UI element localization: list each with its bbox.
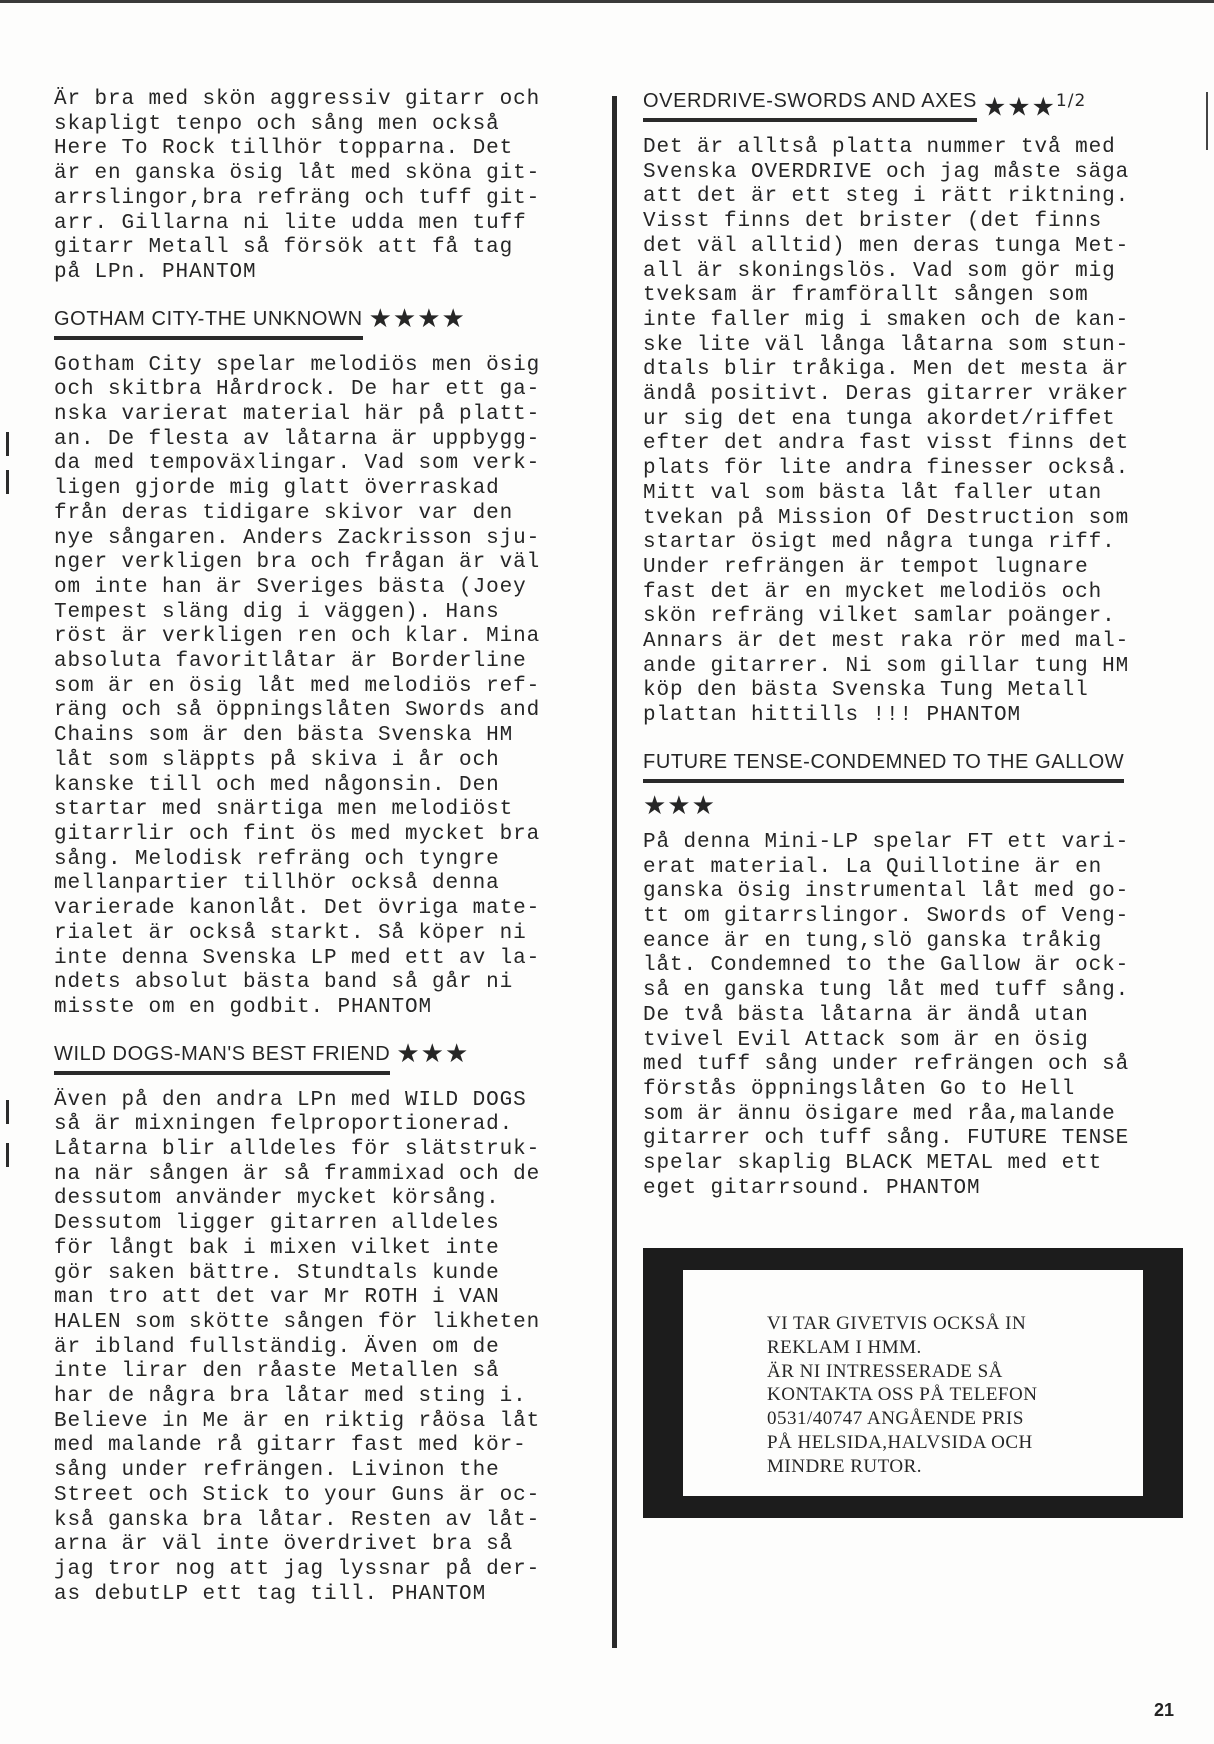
gotham-review-heading [54, 303, 594, 340]
overdrive-rating-stars: ★★★ [982, 92, 1056, 123]
wild-dogs-review-text: Även på den andra LPn med WILD DOGS så är mixningen felproportionerad. Låtarna blir alldeles för slätstruk- na när sången är så frammixad och de dessutom använder mycket körsång. Dessutom ligger gitarren alldeles för långt bak i mixen vilket inte gör saken bättre. Stundtals kunde man tro att det var Mr ROTH i VAN HALEN som skötte sången för likheten är ibland fullständig. Även om de inte lirar den råaste Metallen så har de några bra låtar med sting i. Believe in Me är en riktig råösa låt med malande rå gitarr fast med kör- sång under refrängen. Livinon the Street och Stick to your Guns är oc- kså ganska bra låtar. Resten av låt- arna är väl inte överdrivet bra så jag tror nog att jag lyssnar på der- as debutLP ett tag till. PHANTOM [54, 1088, 541, 1606]
margin-mark [6, 432, 9, 456]
wild-dogs-review-heading [54, 1038, 594, 1075]
margin-mark [6, 1100, 9, 1124]
gotham-review-text: Gotham City spelar melodiös men ösig och skitbra Hårdrock. De har ett ga- nska varierat material här på platt- an. De flesta av låtarna är uppbygg- da med tempoväxlingar. Vad som verk- ligen gjorde mig glatt överraskad från deras tidigare skivor var den nye sångaren. Anders Zackrisson sju- nger verkligen bra och frågan är väl om inte han är Sveriges bästa (Joey Tempest släng dig i väggen). Hans röst är verkligen ren och klar. Mina absoluta favoritlåtar är Borderline som är en ösig låt med melodiös ref- räng och så öppningslåten Swords and Chains som är den bästa Svenska HM låt som släppts på skiva i år och kanske till och med någonsin. Den startar med snärtiga men melodiöst gitarrlir och fint ös med mycket bra sång. Melodisk refräng och tyngre mellanpartier tillhör också denna varierade kanonlåt. Det övriga mate- rialet är också starkt. Så köper ni inte denna Svenska LP med ett av la- ndets absolut bästa band så går ni misste om en godbit. PHANTOM [54, 353, 541, 1019]
left-column [54, 88, 594, 1607]
page-number: 21 [1154, 1700, 1175, 1720]
intro-review-text: Är bra med skön aggressiv gitarr och skapligt tenpo och sång men också Here To Rock tillhör topparna. Det är en ganska ösig låt med sköna git- arrslingor,bra refräng och tuff git- arr. Gillarna ni lite udda men tuff gitarr Metall så försök att få tag på LPn. PHANTOM [54, 88, 541, 284]
future-tense-review-rating: ★★★ [643, 790, 716, 821]
margin-mark [6, 470, 9, 494]
overdrive-rating-fraction: 1/2 [1055, 91, 1087, 111]
advertisement-box [643, 1248, 1183, 1518]
margin-mark [6, 1143, 9, 1167]
overdrive-review-text: Det är alltså platta nummer två med Svenska OVERDRIVE och jag måste säga att det är ett steg i rätt riktning. Visst finns det brister (det finns det väl alltid) men deras tunga Met- all är skoningslös. Vad som gör mig tveksam är framförallt sången som inte faller mig i smaken och de kan- ske lite väl långa låtarna som stun- dtals blir tråkiga. Men det mesta är ändå positivt. Deras gitarrer vräker ur sig det ena tunga akordet/riffet efter det andra fast visst finns det plats för lite andra finesser också. Mitt val som bästa låt faller utan tvekan på Mission Of Destruction som startar ösigt med några tunga riff. Under refrängen är tempot lugnare fast det är en mycket melodiös och skön refräng vilket samlar poänger. Annars är det mest raka rör med mal- ande gitarrer. Ni som gillar tung HM köp den bästa Svenska Tung Metall plattan hittills !!! PHANTOM [643, 136, 1130, 728]
overdrive-review-heading [643, 88, 1188, 122]
wild-dogs-review-rating: ★★★ [396, 1038, 470, 1069]
page-edge-mark [1206, 92, 1208, 150]
future-tense-review-title: FUTURE TENSE-CONDEMNED TO THE GALLOW [643, 749, 1124, 783]
wild-dogs-review-title: WILD DOGS-MAN'S BEST FRIEND [54, 1041, 390, 1075]
future-tense-review-heading [643, 749, 1188, 783]
advertisement-text: VI TAR GIVETVIS OCKSÅ IN REKLAM I HMM. ÄR NI INTRESSERADE SÅ KONTAKTA OSS PÅ TELEFON 0531/40747 ANGÅENDE PRIS PÅ HELSIDA,HALVSIDA OCH MINDRE RUTOR. [767, 1313, 1038, 1477]
right-column [643, 88, 1188, 1201]
gotham-review-title: GOTHAM CITY-THE UNKNOWN [54, 306, 363, 340]
future-tense-review-text: På denna Mini-LP spelar FT ett vari- erat material. La Quillotine är en ganska ösig instrumental låt med go- tt om gitarrslingor. Swords of Veng- eance är en tung,slö ganska tråkig låt. Condemned to the Gallow är ock- så en ganska tung låt med tuff sång. De två bästa låtarna är ändå utan tvivel Evil Attack som är en ösig med tuff sång under refrängen och så förstås öppningslåten Go to Hell som är ännu ösigare med råa,malande gitarrer och tuff sång. FUTURE TENSE spelar skaplig BLACK METAL med ett eget gitarrsound. PHANTOM [643, 830, 1130, 1200]
overdrive-review-rating [983, 88, 1086, 121]
column-divider [612, 96, 617, 1648]
gotham-review-rating: ★★★★ [368, 303, 466, 334]
page-top-rule [0, 0, 1214, 3]
overdrive-review-title: OVERDRIVE-SWORDS AND AXES [643, 88, 977, 122]
advertisement-inner [683, 1270, 1143, 1496]
